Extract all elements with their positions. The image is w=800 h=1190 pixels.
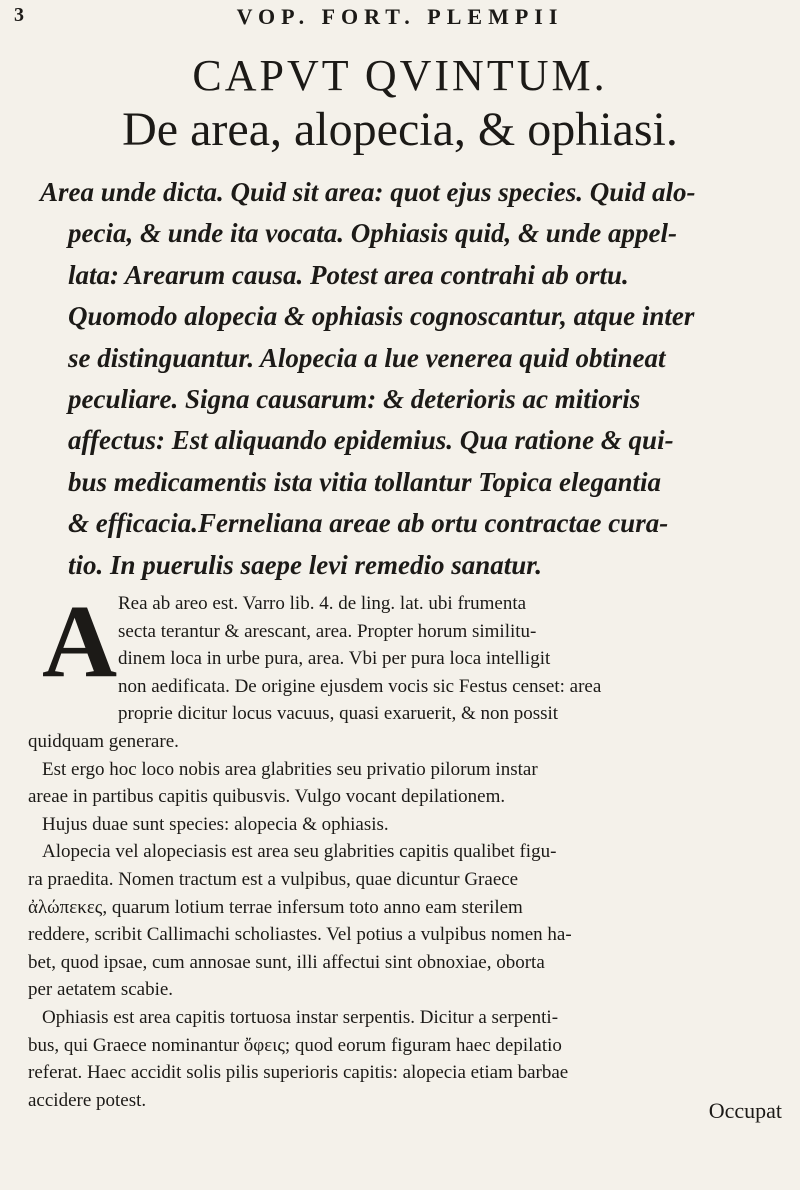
body-line: Est ergo hoc loco nobis area glabrities seu privatio pilorum instar (42, 758, 538, 780)
catchword: Occupat (708, 1098, 782, 1123)
body-line: bet, quod ipsae, cum annosae sunt, illi affectui sint obnoxiae, oborta (28, 951, 545, 973)
drop-cap: A (42, 584, 118, 699)
body-line: dinem loca in urbe pura, area. Vbi per pura loca intelligit (118, 648, 551, 670)
summary-line: affectus: Est aliquando epidemius. Qua ratione & qui- (68, 425, 674, 456)
summary-line: bus medicamentis ista vitia tollantur Topica elegantia (68, 466, 662, 497)
body-line: Hujus duae sunt species: alopecia & ophiasis. (42, 813, 389, 835)
body-line: areae in partibus capitis quibusvis. Vulgo vocant depilationem. (28, 786, 506, 808)
body-line: bus, qui Graece nominantur ὄφεις; quod eorum figuram haec depilatio (28, 1034, 562, 1056)
body-line: ra praedita. Nomen tractum est a vulpibus, quae dicuntur Graece (28, 868, 519, 890)
running-title: VOP. FORT. PLEMPII (236, 4, 564, 29)
body-line: Rea ab areo est. Varro lib. 4. de ling. lat. ubi frumenta (118, 593, 527, 614)
body-line: proprie dicitur locus vacuus, quasi exaruerit, & non possit (118, 703, 559, 725)
summary-line: pecia, & unde ita vocata. Ophiasis quid, & unde appel- (68, 218, 678, 249)
body-line: non aedificata. De origine ejusdem vocis sic Festus censet: area (118, 675, 602, 697)
running-head (0, 4, 800, 30)
summary-line: Quomodo alopecia & ophiasis cognoscantur, atque inter (68, 301, 695, 332)
summary-line: peculiare. Signa causarum: & deterioris ac mitioris (68, 384, 641, 415)
body-line: referat. Haec accidit solis pilis superioris capitis: alopecia etiam barbae (28, 1062, 569, 1084)
chapter-title: CAPVT QVINTUM. (192, 51, 608, 100)
chapter-subtitle: De area, alopecia, & ophiasi. (122, 103, 678, 156)
page-number: 3 (14, 4, 25, 26)
body-line: Alopecia vel alopeciasis est area seu glabrities capitis qualibet figu- (42, 841, 557, 863)
summary-line: & efficacia.Ferneliana areae ab ortu contractae cura- (68, 508, 669, 539)
body-line: secta terantur & arescant, area. Propter horum similitu- (118, 620, 537, 642)
body-line: reddere, scribit Callimachi scholiastes. Vel potius a vulpibus nomen ha- (28, 924, 572, 946)
body-line: ἀλώπεκες, quarum lotium terrae infersum toto anno eam sterilem (28, 896, 523, 918)
body-line: per aetatem scabie. (28, 979, 174, 1001)
body-text (28, 584, 778, 1114)
body-line: accidere potest. (28, 1089, 147, 1111)
summary-line: se distinguantur. Alopecia a lue venerea quid obtineat (68, 342, 666, 373)
summary-line: Area unde dicta. Quid sit area: quot ejus species. Quid alo- (40, 177, 696, 207)
body-line: quidquam generare. (28, 730, 179, 752)
summary-line: lata: Arearum causa. Potest area contrahi ab ortu. (68, 259, 629, 290)
body-line: Ophiasis est area capitis tortuosa instar serpentis. Dicitur a serpenti- (42, 1006, 559, 1028)
chapter-summary (40, 172, 780, 586)
summary-line: tio. In puerulis saepe levi remedio sanatur. (68, 549, 543, 580)
